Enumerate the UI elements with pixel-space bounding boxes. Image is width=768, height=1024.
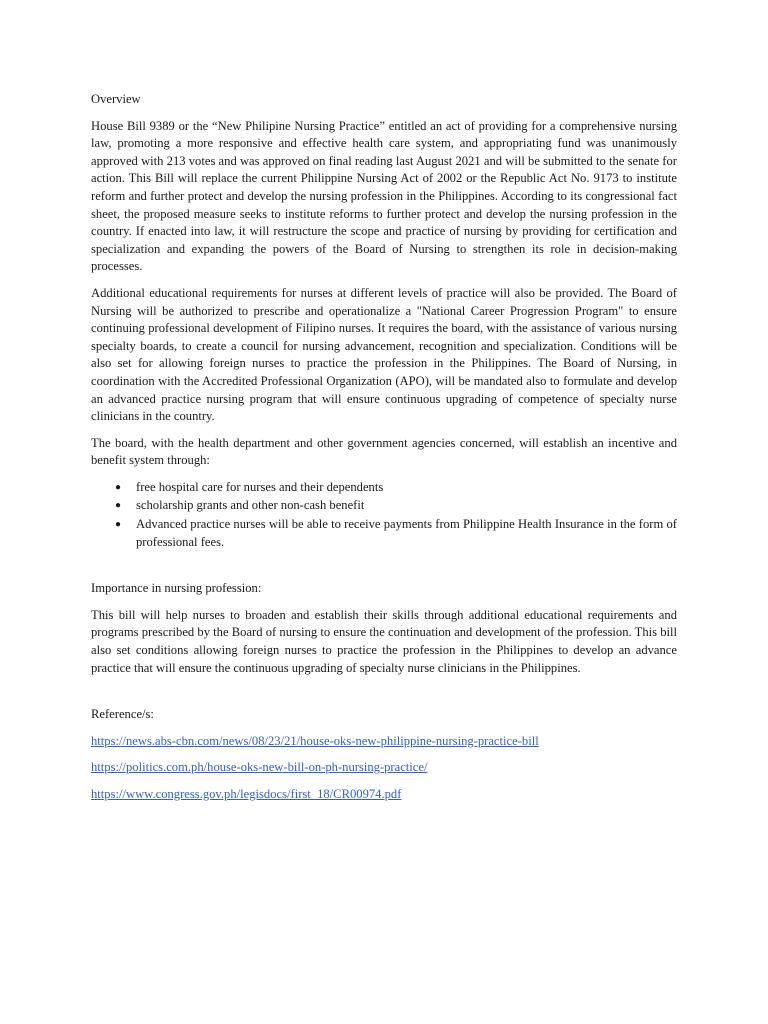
document-page — [91, 91, 677, 813]
reference-link-congress[interactable]: https://www.congress.gov.ph/legisdocs/first_18/CR00974.pdf — [91, 787, 402, 801]
benefit-item — [91, 497, 677, 515]
overview-paragraph-3: The board, with the health department and other government agencies concerned, will establish an incentive and benefit system through: — [91, 435, 677, 468]
importance-heading: Importance in nursing profession: — [91, 581, 262, 596]
benefit-text: Advanced practice nurses will be able to receive payments from Philippine Health Insurance in the form of professional fees. — [136, 517, 677, 549]
references-heading: Reference/s: — [91, 707, 154, 722]
overview-paragraph-1: House Bill 9389 or the “New Philipine Nursing Practice” entitled an act of providing for a comprehensive nursing law, promoting a more responsive and effective health care system, and appropriating fund was unanimously approved with 213 votes and was approved on final reading last August 2021 and will be submitted to the senate for action. This Bill will replace the current Philippine Nursing Act of 2002 or the Republic Act No. 9173 to institute reform and further protect and develop the nursing profession in the Philippines. According to its congressional fact sheet, the proposed measure seeks to institute reforms to further protect and develop the nursing profession in the country. If enacted into law, it will restructure the scope and practice of nursing by providing for certification and specialization and expanding the powers of the Board of Nursing to strengthen its role in decision-making processes. — [91, 118, 677, 274]
benefit-item — [91, 479, 677, 497]
bullet-icon: ● — [115, 481, 122, 493]
reference-link-politics[interactable]: https://politics.com.ph/house-oks-new-bill-on-ph-nursing-practice/ — [91, 760, 428, 775]
benefit-text: free hospital care for nurses and their dependents — [136, 479, 384, 494]
benefits-list — [91, 479, 677, 551]
section-spacer — [91, 686, 677, 706]
importance-paragraph: This bill will help nurses to broaden and establish their skills through additional educational requirements and programs prescribed by the Board of nursing to ensure the continuation and development of the profession. This bill also set conditions allowing foreign nurses to practice the profession in the Philippines to develop an advance practice that will ensure the continuous upgrading of specialty nurse clinicians in the Philippines. — [91, 607, 677, 675]
benefit-text: scholarship grants and other non-cash benefit — [136, 498, 365, 513]
overview-paragraph-2: Additional educational requirements for nurses at different levels of practice will also be provided. The Board of Nursing will be authorized to prescribe and operationalize a "National Career Progression Program" to ensure continuing professional development of Filipino nurses. It requires the board, with the assistance of various nursing specialty boards, to create a council for nursing advancement, recognition and specialization. Conditions will be also set for allowing foreign nurses to practice the profession in the Philippines. The Board of Nursing, in coordination with the Accredited Professional Organization (APO), will be mandated also to formulate and develop an advanced practice nursing program that will ensure continuous upgrading of competence of specialty nurse clinicians in the country. — [91, 285, 677, 424]
reference-link-abs-cbn[interactable]: https://news.abs-cbn.com/news/08/23/21/house-oks-new-philippine-nursing-practice-bill — [91, 733, 539, 748]
benefit-item — [91, 516, 677, 551]
bullet-icon: ● — [115, 519, 122, 531]
bullet-icon: ● — [115, 500, 122, 512]
overview-heading: Overview — [91, 92, 141, 106]
